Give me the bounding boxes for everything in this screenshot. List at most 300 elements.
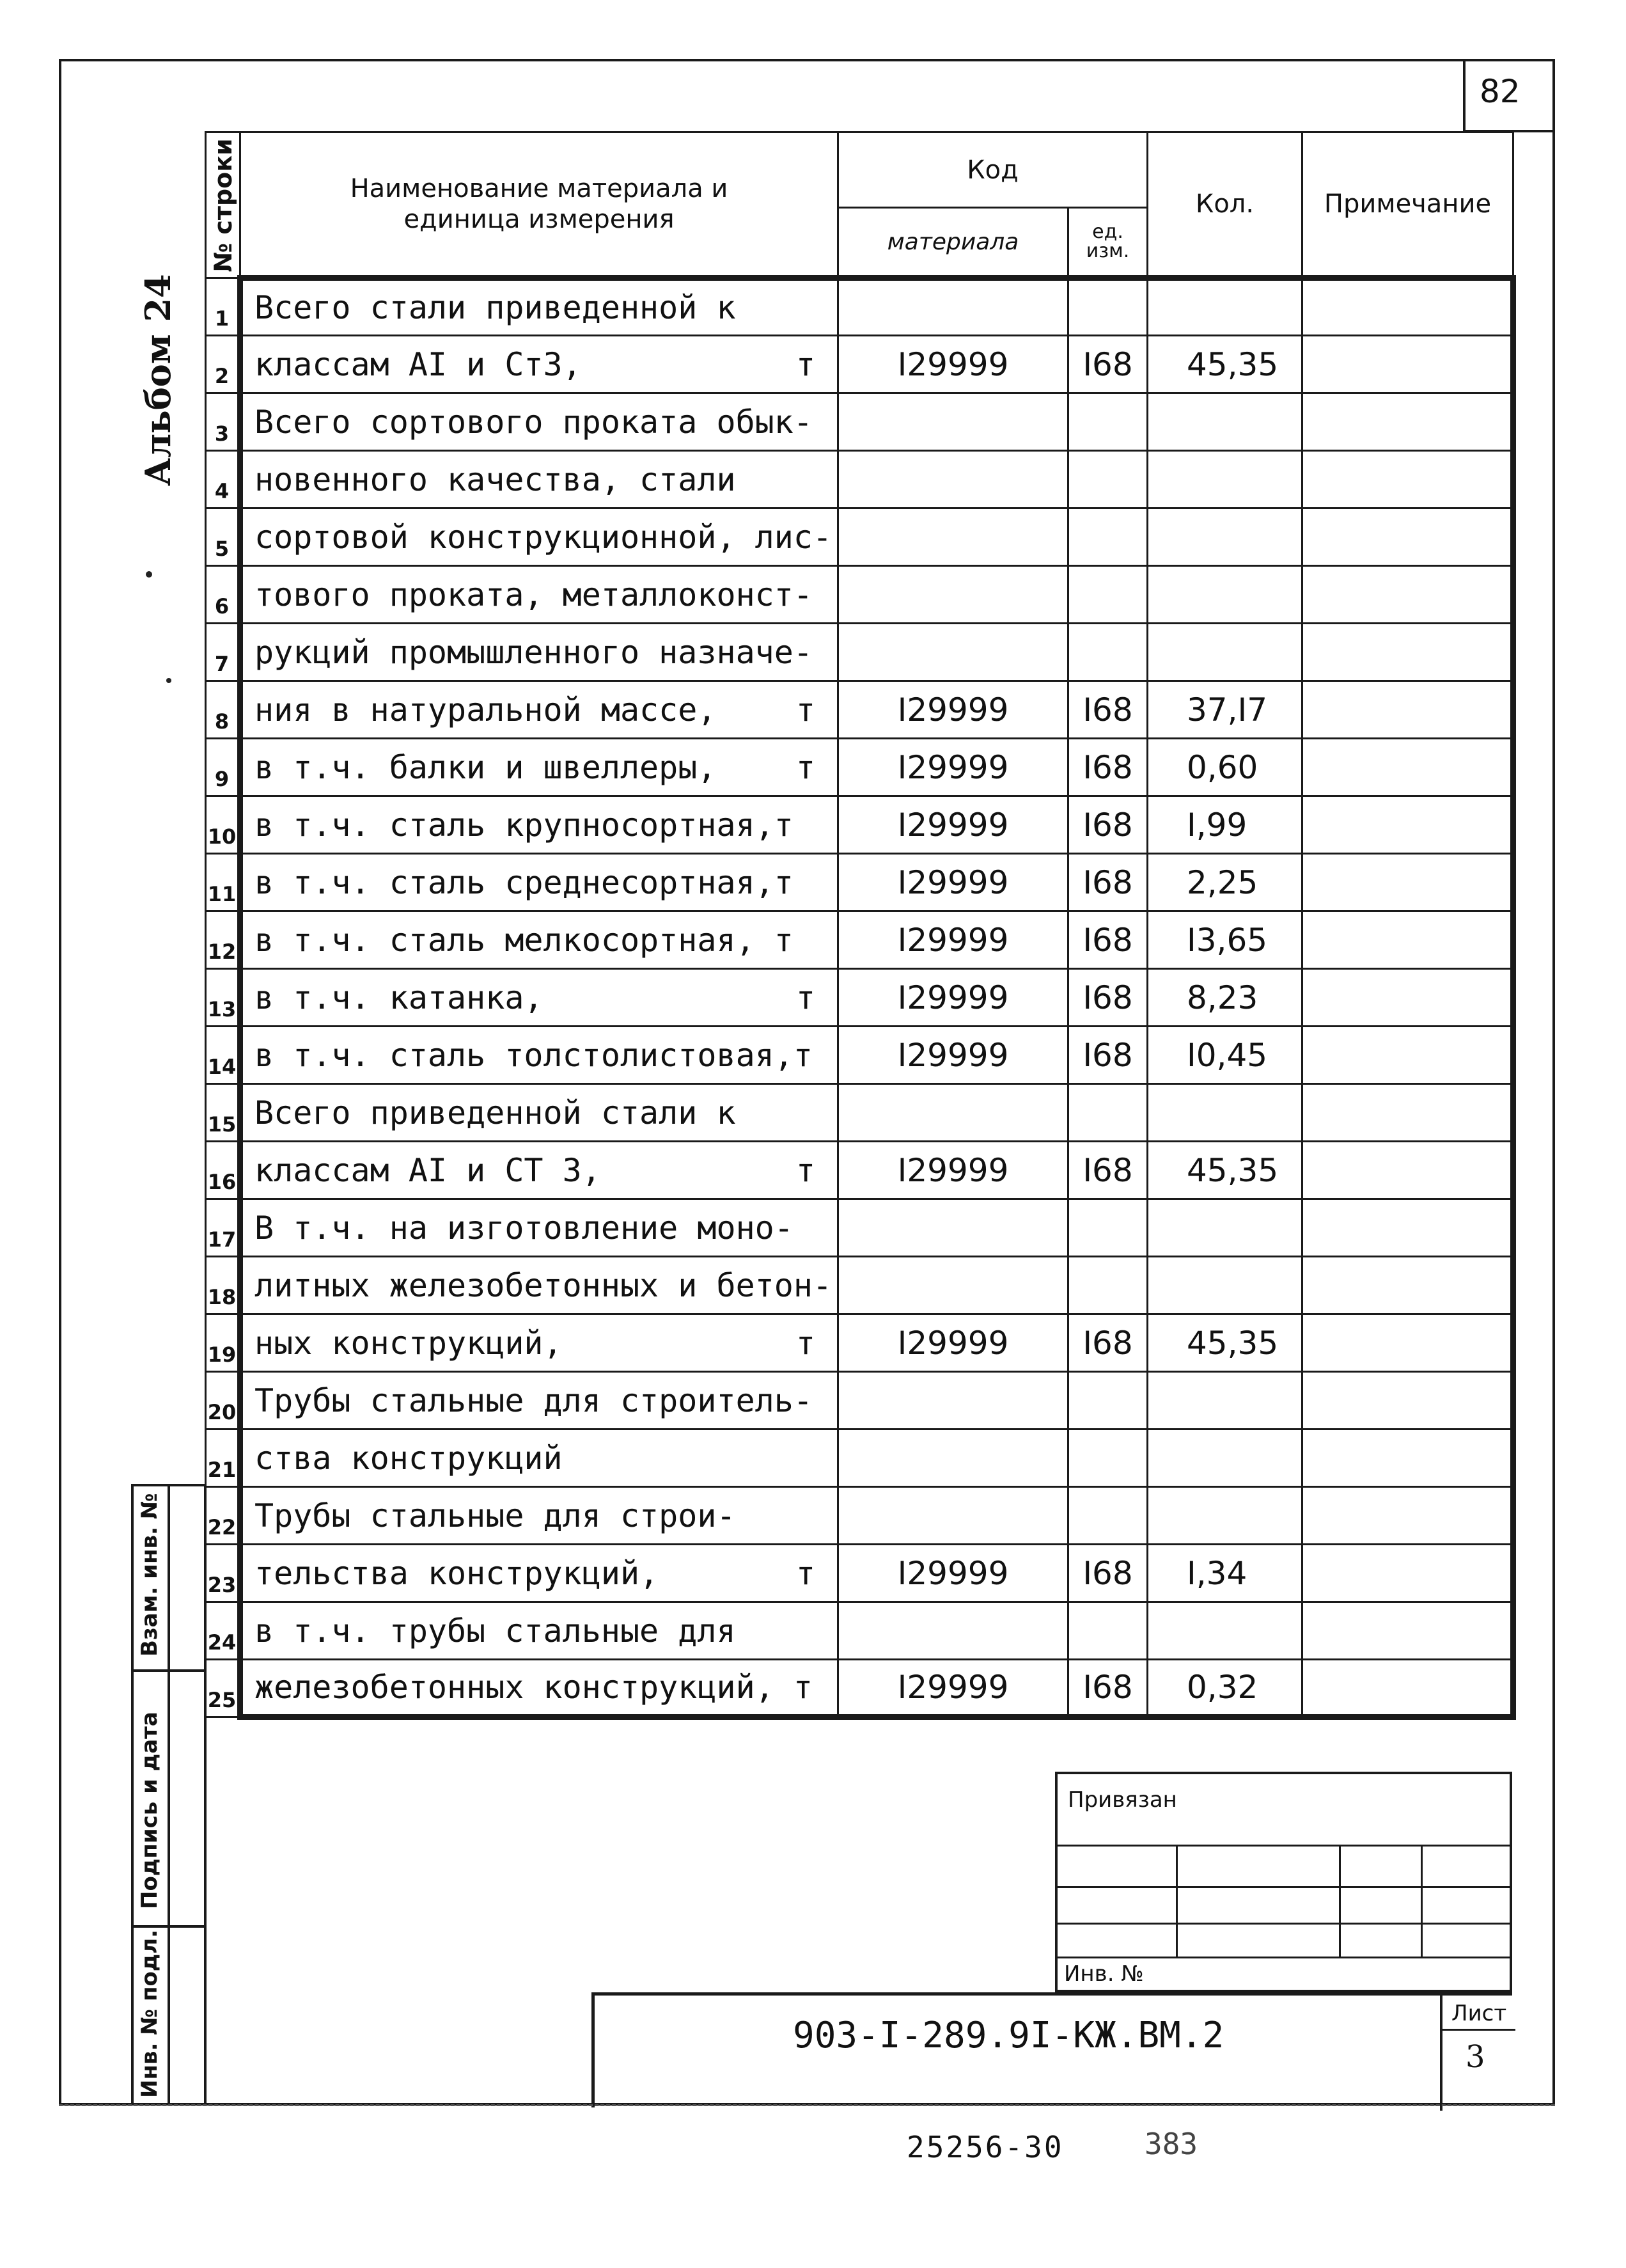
material-code-text: I29999	[897, 1324, 1009, 1362]
material-name	[240, 1257, 838, 1314]
unit-code	[1068, 1257, 1148, 1314]
header-code-unit: ед. изм.	[1068, 208, 1148, 278]
side-stamp-divider	[168, 1484, 170, 2104]
header-row-number: № строки	[206, 132, 240, 278]
note	[1302, 393, 1513, 451]
row-number-text: 5	[214, 537, 230, 561]
material-name-text: ства конструкций	[254, 1439, 563, 1477]
material-code	[838, 1084, 1068, 1142]
material-name	[240, 336, 838, 393]
note	[1302, 1602, 1513, 1660]
quantity-text: 45,35	[1187, 1151, 1279, 1189]
header-material-name: Наименование материала и единица измерения	[240, 132, 838, 278]
note	[1302, 336, 1513, 393]
unit-code	[1068, 566, 1148, 624]
page-number: 82	[1480, 73, 1520, 110]
note	[1302, 739, 1513, 796]
row-number	[206, 1487, 240, 1545]
row-number	[206, 1257, 240, 1314]
unit-code	[1068, 1602, 1148, 1660]
unit-word: т	[795, 979, 815, 1016]
sheet-value: 3	[1466, 2039, 1485, 2075]
quantity	[1148, 1545, 1302, 1602]
material-name	[240, 1429, 838, 1487]
note	[1302, 796, 1513, 854]
note	[1302, 1142, 1513, 1199]
quantity-text: I3,65	[1187, 921, 1268, 959]
header-note: Примечание	[1302, 132, 1513, 278]
table-row	[206, 739, 1513, 796]
unit-code	[1068, 508, 1148, 566]
margin-dot	[166, 678, 171, 683]
note	[1302, 508, 1513, 566]
material-name	[240, 969, 838, 1027]
row-number-text: 23	[207, 1573, 237, 1597]
row-number-text: 22	[207, 1515, 237, 1540]
material-code	[838, 1545, 1068, 1602]
material-code	[838, 336, 1068, 393]
material-name-text: тельства конструкций,	[254, 1554, 659, 1592]
trim-line	[59, 2104, 1555, 2106]
table-row	[206, 969, 1513, 1027]
unit-code	[1068, 1027, 1148, 1084]
row-number-text: 24	[207, 1630, 237, 1655]
inv-label: Инв. №	[1064, 1961, 1144, 1987]
table-row	[206, 1487, 1513, 1545]
material-code	[838, 1142, 1068, 1199]
material-code	[838, 1199, 1068, 1257]
table-row	[206, 278, 1513, 336]
unit-code-text: I68	[1083, 1669, 1133, 1706]
unit-code	[1068, 451, 1148, 508]
row-number-text: 21	[207, 1458, 237, 1482]
quantity-text: 0,60	[1187, 748, 1258, 786]
quantity	[1148, 1487, 1302, 1545]
material-name	[240, 1142, 838, 1199]
row-number	[206, 796, 240, 854]
note	[1302, 681, 1513, 739]
quantity	[1148, 1602, 1302, 1660]
unit-code-text: I68	[1083, 1151, 1133, 1189]
unit-code	[1068, 911, 1148, 969]
row-number-text: 18	[207, 1285, 237, 1309]
sheet-label: Лист	[1451, 2001, 1507, 2026]
row-number	[206, 451, 240, 508]
material-name-text: в т.ч. катанка,	[254, 979, 543, 1016]
note	[1302, 1027, 1513, 1084]
material-name-text: Всего стали приведенной к	[254, 289, 736, 326]
material-name	[240, 1487, 838, 1545]
material-name-text: в т.ч. сталь толстолистовая,т	[254, 1036, 813, 1074]
unit-code	[1068, 1487, 1148, 1545]
quantity-text: 37,I7	[1187, 691, 1268, 728]
quantity-text: 45,35	[1187, 345, 1279, 383]
row-number-text: 15	[207, 1112, 237, 1137]
table-row	[206, 1257, 1513, 1314]
quantity	[1148, 1257, 1302, 1314]
quantity	[1148, 451, 1302, 508]
row-number-text: 8	[214, 709, 230, 734]
binding-vline	[1339, 1845, 1341, 1957]
footer-extra: 383	[1145, 2127, 1198, 2161]
material-code	[838, 1372, 1068, 1429]
material-name-text: сортовой конструкционной, лис-	[254, 518, 833, 556]
note	[1302, 1199, 1513, 1257]
row-number-text: 19	[207, 1343, 237, 1367]
material-code	[838, 1487, 1068, 1545]
material-name	[240, 1660, 838, 1717]
material-code	[838, 1027, 1068, 1084]
row-number	[206, 1142, 240, 1199]
material-name-text: классам AI и Ст3,	[254, 345, 582, 383]
binding-hline	[1058, 1923, 1510, 1925]
quantity	[1148, 681, 1302, 739]
row-number	[206, 1314, 240, 1372]
quantity	[1148, 1660, 1302, 1717]
quantity	[1148, 1372, 1302, 1429]
table-row	[206, 508, 1513, 566]
material-name-text: тового проката, металлоконст-	[254, 576, 813, 613]
unit-code	[1068, 796, 1148, 854]
material-name-text: рукций промышленного назначе-	[254, 633, 813, 671]
material-code	[838, 1257, 1068, 1314]
row-number-text: 17	[207, 1227, 237, 1252]
row-number	[206, 508, 240, 566]
row-number	[206, 1602, 240, 1660]
unit-code-text: I68	[1083, 748, 1133, 786]
binding-block	[1055, 1772, 1512, 1992]
quantity	[1148, 1429, 1302, 1487]
unit-code	[1068, 1372, 1148, 1429]
table-row	[206, 1429, 1513, 1487]
table-body	[206, 278, 1513, 1717]
note	[1302, 278, 1513, 336]
row-number	[206, 566, 240, 624]
row-number	[206, 1429, 240, 1487]
material-name-text: в т.ч. сталь среднесортная,т	[254, 863, 793, 901]
material-name	[240, 1027, 838, 1084]
material-code	[838, 1602, 1068, 1660]
material-code	[838, 911, 1068, 969]
row-number	[206, 1027, 240, 1084]
material-code	[838, 969, 1068, 1027]
row-number	[206, 1660, 240, 1717]
unit-code	[1068, 336, 1148, 393]
material-name-text: классам AI и СТ 3,	[254, 1151, 601, 1189]
row-number-text: 14	[207, 1055, 237, 1079]
table-row	[206, 1372, 1513, 1429]
table-row	[206, 796, 1513, 854]
quantity	[1148, 1027, 1302, 1084]
table-row	[206, 911, 1513, 969]
row-number-text: 4	[214, 479, 230, 503]
row-number	[206, 1372, 240, 1429]
material-name	[240, 278, 838, 336]
unit-word: т	[795, 1324, 815, 1362]
material-code	[838, 854, 1068, 911]
row-number	[206, 969, 240, 1027]
unit-word: т	[795, 345, 815, 383]
unit-code-text: I68	[1083, 1324, 1133, 1362]
row-number-text: 2	[214, 364, 230, 388]
material-name	[240, 796, 838, 854]
side-stamp-replace-inv: Взам. инв. №	[137, 1493, 162, 1657]
table-row	[206, 624, 1513, 681]
material-name	[240, 624, 838, 681]
material-name	[240, 393, 838, 451]
table-row	[206, 1602, 1513, 1660]
note	[1302, 911, 1513, 969]
material-code	[838, 393, 1068, 451]
material-code	[838, 624, 1068, 681]
material-code-text: I29999	[897, 1036, 1009, 1074]
material-name-text: В т.ч. на изготовление моно-	[254, 1209, 793, 1247]
unit-code-text: I68	[1083, 921, 1133, 959]
row-number	[206, 393, 240, 451]
unit-code	[1068, 1660, 1148, 1717]
material-name	[240, 566, 838, 624]
unit-code-text: I68	[1083, 806, 1133, 844]
quantity-text: 0,32	[1187, 1669, 1258, 1706]
quantity-text: 45,35	[1187, 1324, 1279, 1362]
row-number-text: 10	[207, 824, 237, 849]
row-number-text: 6	[214, 594, 230, 618]
margin-dot	[146, 571, 152, 578]
note	[1302, 451, 1513, 508]
row-number-text: 12	[207, 940, 237, 964]
note	[1302, 969, 1513, 1027]
row-number	[206, 1199, 240, 1257]
material-code-text: I29999	[897, 345, 1009, 383]
quantity	[1148, 1314, 1302, 1372]
unit-code-text: I68	[1083, 691, 1133, 728]
material-code-text: I29999	[897, 863, 1009, 901]
binding-label: Привязан	[1068, 1787, 1177, 1813]
material-name	[240, 911, 838, 969]
quantity	[1148, 336, 1302, 393]
table-row	[206, 681, 1513, 739]
material-name-text: Всего сортового проката обык-	[254, 403, 813, 441]
unit-word: т	[795, 1151, 815, 1189]
material-code-text: I29999	[897, 806, 1009, 844]
note	[1302, 1084, 1513, 1142]
note	[1302, 1372, 1513, 1429]
table-row	[206, 1084, 1513, 1142]
material-name-text: ния в натуральной массе,	[254, 691, 717, 728]
note	[1302, 1257, 1513, 1314]
material-code-text: I29999	[897, 691, 1009, 728]
material-name	[240, 854, 838, 911]
header-code-material: материала	[838, 208, 1068, 278]
table-row	[206, 393, 1513, 451]
unit-word: т	[795, 691, 815, 728]
binding-vline	[1176, 1845, 1178, 1957]
header-code-group: Код	[838, 132, 1148, 208]
unit-code	[1068, 1545, 1148, 1602]
material-code-text: I29999	[897, 921, 1009, 959]
unit-code	[1068, 1142, 1148, 1199]
unit-code	[1068, 278, 1148, 336]
unit-code	[1068, 1314, 1148, 1372]
quantity	[1148, 1199, 1302, 1257]
unit-code	[1068, 1429, 1148, 1487]
material-name-text: Всего приведенной стали к	[254, 1094, 736, 1131]
material-name	[240, 1084, 838, 1142]
document-code: 903-I-289.9I-КЖ.ВМ.2	[793, 2015, 1224, 2056]
material-code	[838, 681, 1068, 739]
header-quantity: Кол.	[1148, 132, 1302, 278]
binding-vline	[1421, 1845, 1423, 1957]
quantity	[1148, 624, 1302, 681]
table-row	[206, 1314, 1513, 1372]
material-code	[838, 566, 1068, 624]
quantity	[1148, 911, 1302, 969]
table-row	[206, 1142, 1513, 1199]
note	[1302, 1429, 1513, 1487]
material-name	[240, 739, 838, 796]
table-row	[206, 1545, 1513, 1602]
material-name-text: в т.ч. сталь крупносортная,т	[254, 806, 793, 844]
table-row	[206, 566, 1513, 624]
note	[1302, 1545, 1513, 1602]
quantity-text: I,99	[1187, 806, 1247, 844]
row-number	[206, 336, 240, 393]
row-number	[206, 1084, 240, 1142]
material-name-text: литных железобетонных и бетон-	[254, 1266, 833, 1304]
note	[1302, 624, 1513, 681]
row-number	[206, 854, 240, 911]
unit-word: т	[795, 748, 815, 786]
material-code	[838, 796, 1068, 854]
side-stamp-divider	[131, 1669, 207, 1672]
material-name	[240, 508, 838, 566]
unit-code	[1068, 969, 1148, 1027]
unit-code-text: I68	[1083, 1554, 1133, 1592]
material-code	[838, 1314, 1068, 1372]
material-code-text: I29999	[897, 979, 1009, 1016]
table-row	[206, 1660, 1513, 1717]
quantity	[1148, 796, 1302, 854]
row-number	[206, 681, 240, 739]
material-code	[838, 739, 1068, 796]
unit-word: т	[795, 1554, 815, 1592]
material-name-text: Трубы стальные для строитель-	[254, 1382, 813, 1419]
table-row	[206, 854, 1513, 911]
material-code	[838, 508, 1068, 566]
row-number-text: 20	[207, 1400, 237, 1424]
note	[1302, 1487, 1513, 1545]
quantity	[1148, 969, 1302, 1027]
unit-code	[1068, 739, 1148, 796]
quantity	[1148, 566, 1302, 624]
row-number-text: 25	[207, 1688, 237, 1712]
row-number-text: 11	[207, 882, 237, 906]
table-row	[206, 1027, 1513, 1084]
row-number-text: 7	[214, 652, 230, 676]
material-code	[838, 278, 1068, 336]
material-name-text: в т.ч. балки и швеллеры,	[254, 748, 717, 786]
quantity-text: I,34	[1187, 1554, 1247, 1592]
unit-code	[1068, 1199, 1148, 1257]
unit-code	[1068, 854, 1148, 911]
unit-code	[1068, 1084, 1148, 1142]
quantity	[1148, 393, 1302, 451]
unit-code-text: I68	[1083, 863, 1133, 901]
row-number-text: 13	[207, 997, 237, 1021]
quantity-text: 2,25	[1187, 863, 1258, 901]
material-name-text: Трубы стальные для строи-	[254, 1497, 736, 1534]
binding-hline	[1058, 1886, 1510, 1888]
quantity-text: I0,45	[1187, 1036, 1268, 1074]
row-number-text: 1	[214, 306, 230, 331]
sheet-divider	[1442, 2029, 1515, 2031]
quantity	[1148, 278, 1302, 336]
unit-code	[1068, 393, 1148, 451]
row-number	[206, 278, 240, 336]
side-stamp-inv-orig: Инв. № подл.	[137, 1929, 162, 2098]
note	[1302, 566, 1513, 624]
side-stamp-divider	[131, 1925, 207, 1928]
title-block	[591, 1992, 1512, 2107]
materials-table	[205, 131, 1516, 1720]
unit-code	[1068, 624, 1148, 681]
material-name-text: в т.ч. сталь мелкосортная, т	[254, 921, 793, 959]
material-name	[240, 451, 838, 508]
material-code-text: I29999	[897, 748, 1009, 786]
binding-hline	[1058, 1845, 1510, 1847]
table-row	[206, 451, 1513, 508]
material-code-text: I29999	[897, 1669, 1009, 1706]
footer-number: 25256-30	[907, 2130, 1064, 2164]
quantity	[1148, 508, 1302, 566]
row-number	[206, 1545, 240, 1602]
row-number-text: 9	[214, 767, 230, 791]
row-number	[206, 911, 240, 969]
quantity	[1148, 854, 1302, 911]
album-label: Альбом 24	[137, 274, 178, 486]
material-code-text: I29999	[897, 1554, 1009, 1592]
quantity	[1148, 739, 1302, 796]
sheet-cell	[1440, 1996, 1515, 2111]
note	[1302, 1314, 1513, 1372]
material-name	[240, 1545, 838, 1602]
material-name	[240, 1199, 838, 1257]
page-number-box	[1463, 59, 1555, 132]
material-name-text: железобетонных конструкций, т	[254, 1669, 813, 1706]
side-stamp-signature-date: Подпись и дата	[137, 1712, 162, 1909]
material-code-text: I29999	[897, 1151, 1009, 1189]
row-number	[206, 624, 240, 681]
table-row	[206, 1199, 1513, 1257]
row-number-text: 3	[214, 421, 230, 446]
binding-hline	[1058, 1957, 1510, 1958]
table-row	[206, 336, 1513, 393]
quantity-text: 8,23	[1187, 979, 1258, 1016]
material-name	[240, 681, 838, 739]
material-code	[838, 1660, 1068, 1717]
note	[1302, 854, 1513, 911]
unit-code-text: I68	[1083, 979, 1133, 1016]
unit-code-text: I68	[1083, 1036, 1133, 1074]
material-code	[838, 1429, 1068, 1487]
unit-code-text: I68	[1083, 345, 1133, 383]
unit-code	[1068, 681, 1148, 739]
material-code	[838, 451, 1068, 508]
material-name	[240, 1602, 838, 1660]
quantity	[1148, 1142, 1302, 1199]
material-name-text: ных конструкций,	[254, 1324, 563, 1362]
note	[1302, 1660, 1513, 1717]
